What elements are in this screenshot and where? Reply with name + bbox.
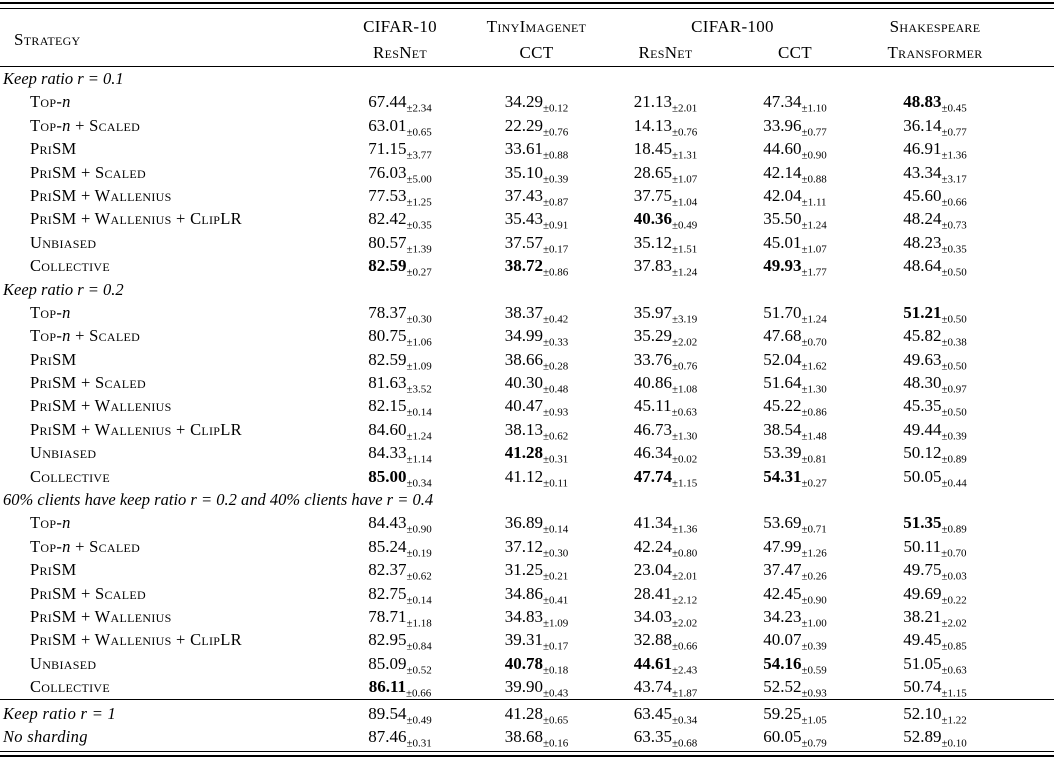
- table-rule-bottom-thin: [0, 751, 1054, 752]
- value-cell: $52.04_{\pm 1.62}$: [763, 349, 827, 373]
- value-cell: $21.13_{\pm 2.01}$: [633, 92, 698, 115]
- value-cell: $45.60_{\pm 0.66}$: [903, 185, 967, 209]
- header-cifar10-model: ResNet: [372, 43, 428, 62]
- table-row: [0, 702, 1054, 725]
- table-body: [0, 67, 1054, 699]
- strategy-cell: Top-n: [30, 302, 71, 322]
- value-cell: $41.34_{\pm 1.36}$: [633, 513, 698, 536]
- value-cell: $35.29_{\pm 2.02}$: [633, 326, 698, 349]
- strategy-cell: PriSM + Wallenius + ClipLR: [30, 630, 242, 650]
- header-tinyimagenet-model: CCT: [519, 43, 554, 62]
- value-cell: $78.71_{\pm 1.18}$: [368, 606, 432, 630]
- value-cell: $60.05_{\pm 0.79}$: [763, 726, 827, 750]
- value-cell: $49.63_{\pm 0.50}$: [903, 349, 967, 373]
- table-row: [0, 725, 1054, 748]
- value-cell: $89.54_{\pm 0.49}$: [368, 703, 432, 726]
- value-cell: $34.86_{\pm 0.41}$: [504, 583, 569, 606]
- value-cell: $78.37_{\pm 0.30}$: [368, 302, 432, 326]
- value-cell: $37.57_{\pm 0.17}$: [504, 232, 569, 256]
- value-cell: $48.83_{\pm 0.45}$: [903, 92, 967, 115]
- value-cell: $41.28_{\pm 0.65}$: [504, 703, 569, 726]
- value-cell: $84.43_{\pm 0.90}$: [368, 513, 432, 536]
- value-cell: $35.12_{\pm 1.51}$: [633, 232, 698, 256]
- value-cell: $54.31_{\pm 0.27}$: [763, 466, 827, 490]
- table-row: [0, 184, 1054, 207]
- value-cell: $41.12_{\pm 0.11}$: [504, 466, 569, 490]
- strategy-cell: Collective: [30, 256, 110, 276]
- value-cell: $39.31_{\pm 0.17}$: [504, 630, 569, 653]
- value-cell: $43.74_{\pm 1.87}$: [633, 677, 698, 700]
- value-cell: $51.64_{\pm 1.30}$: [763, 373, 827, 396]
- value-cell: $51.21_{\pm 0.50}$: [903, 302, 967, 326]
- strategy-cell: PriSM + Scaled: [30, 583, 146, 603]
- section-title: 60% clients have keep ratio r = 0.2 and 40% clients have r = 0.4: [3, 490, 434, 510]
- value-cell: $36.14_{\pm 0.77}$: [903, 115, 967, 139]
- strategy-cell: Collective: [30, 466, 110, 486]
- value-cell: $47.34_{\pm 1.10}$: [763, 92, 827, 115]
- table-row: [0, 582, 1054, 605]
- value-cell: $87.46_{\pm 0.31}$: [368, 726, 432, 750]
- value-cell: $67.44_{\pm 2.34}$: [368, 92, 432, 115]
- value-cell: $81.63_{\pm 3.52}$: [368, 373, 432, 396]
- value-cell: $46.73_{\pm 1.30}$: [633, 419, 698, 443]
- table-row: [0, 628, 1054, 651]
- table-row: [0, 371, 1054, 394]
- value-cell: $59.25_{\pm 1.05}$: [763, 703, 827, 726]
- value-cell: $41.28_{\pm 0.31}$: [504, 443, 569, 466]
- value-cell: $54.16_{\pm 0.59}$: [763, 653, 827, 677]
- value-cell: $53.39_{\pm 0.81}$: [763, 443, 827, 466]
- header-cifar10: CIFAR-10: [363, 17, 437, 36]
- value-cell: $45.82_{\pm 0.38}$: [903, 326, 967, 349]
- table-row: [0, 465, 1054, 488]
- value-cell: $50.05_{\pm 0.44}$: [903, 466, 967, 490]
- table-row: [0, 558, 1054, 581]
- value-cell: $53.69_{\pm 0.71}$: [763, 513, 827, 536]
- value-cell: $44.60_{\pm 0.90}$: [763, 139, 827, 162]
- value-cell: $85.24_{\pm 0.19}$: [368, 536, 432, 560]
- strategy-cell: Top-n + Scaled: [30, 115, 141, 135]
- value-cell: $40.07_{\pm 0.39}$: [763, 630, 827, 653]
- value-cell: $37.83_{\pm 1.24}$: [633, 256, 698, 279]
- value-cell: $82.37_{\pm 0.62}$: [368, 560, 432, 583]
- value-cell: $35.97_{\pm 3.19}$: [633, 302, 698, 326]
- strategy-cell: PriSM + Scaled: [30, 373, 146, 393]
- strategy-cell: PriSM + Wallenius: [30, 606, 172, 626]
- value-cell: $38.37_{\pm 0.42}$: [504, 302, 569, 326]
- value-cell: $47.74_{\pm 1.15}$: [633, 466, 698, 490]
- value-cell: $51.05_{\pm 0.63}$: [903, 653, 967, 677]
- header-cifar100-cct: CCT: [778, 43, 812, 62]
- value-cell: $35.50_{\pm 1.24}$: [763, 209, 827, 232]
- table-row: [0, 441, 1054, 464]
- value-cell: $46.91_{\pm 1.36}$: [903, 139, 967, 162]
- table-row: [0, 652, 1054, 675]
- value-cell: $76.03_{\pm 5.00}$: [368, 162, 432, 185]
- value-cell: $80.57_{\pm 1.39}$: [368, 232, 432, 256]
- value-cell: $40.47_{\pm 0.93}$: [504, 396, 569, 419]
- value-cell: $49.45_{\pm 0.85}$: [903, 630, 967, 653]
- value-cell: $40.78_{\pm 0.18}$: [504, 653, 569, 677]
- value-cell: $52.10_{\pm 1.22}$: [903, 703, 967, 726]
- value-cell: $34.03_{\pm 2.02}$: [633, 606, 698, 630]
- header-cifar100: CIFAR-100: [691, 17, 774, 36]
- table-row: [0, 394, 1054, 417]
- strategy-cell: PriSM + Wallenius + ClipLR: [30, 209, 242, 229]
- table-row: [0, 511, 1054, 534]
- value-cell: $38.72_{\pm 0.86}$: [504, 256, 569, 279]
- value-cell: $49.75_{\pm 0.03}$: [903, 560, 967, 583]
- value-cell: $34.99_{\pm 0.33}$: [504, 326, 569, 349]
- value-cell: $44.61_{\pm 2.43}$: [633, 653, 698, 677]
- value-cell: $40.36_{\pm 0.49}$: [633, 209, 698, 232]
- value-cell: $32.88_{\pm 0.66}$: [633, 630, 698, 653]
- value-cell: $71.15_{\pm 3.77}$: [368, 139, 432, 162]
- value-cell: $77.53_{\pm 1.25}$: [368, 185, 432, 209]
- strategy-cell: Top-n: [30, 513, 71, 533]
- value-cell: $52.52_{\pm 0.93}$: [763, 677, 827, 700]
- value-cell: $43.34_{\pm 3.17}$: [903, 162, 967, 185]
- value-cell: $82.15_{\pm 0.14}$: [368, 396, 432, 419]
- table-header: [0, 9, 1054, 66]
- table-row: [0, 605, 1054, 628]
- value-cell: $37.12_{\pm 0.30}$: [504, 536, 569, 560]
- value-cell: $33.96_{\pm 0.77}$: [763, 115, 827, 139]
- value-cell: $18.45_{\pm 1.31}$: [633, 139, 698, 162]
- value-cell: $42.45_{\pm 0.90}$: [763, 583, 827, 606]
- table-row: [0, 535, 1054, 558]
- value-cell: $63.01_{\pm 0.65}$: [368, 115, 432, 139]
- value-cell: $49.93_{\pm 1.77}$: [763, 256, 827, 279]
- value-cell: $47.68_{\pm 0.70}$: [763, 326, 827, 349]
- value-cell: $36.89_{\pm 0.14}$: [504, 513, 569, 536]
- value-cell: $80.75_{\pm 1.06}$: [368, 326, 432, 349]
- value-cell: $39.90_{\pm 0.43}$: [504, 677, 569, 700]
- value-cell: $49.69_{\pm 0.22}$: [903, 583, 967, 606]
- strategy-cell: Keep ratio r = 1: [3, 703, 117, 723]
- value-cell: $33.61_{\pm 0.88}$: [504, 139, 569, 162]
- strategy-cell: Unbiased: [30, 232, 97, 252]
- table-row: [0, 90, 1054, 113]
- value-cell: $40.30_{\pm 0.48}$: [504, 373, 569, 396]
- value-cell: $28.41_{\pm 2.12}$: [633, 583, 698, 606]
- value-cell: $42.04_{\pm 1.11}$: [763, 185, 827, 209]
- section-title: Keep ratio r = 0.2: [3, 279, 124, 299]
- value-cell: $63.35_{\pm 0.68}$: [633, 726, 698, 750]
- value-cell: $46.34_{\pm 0.02}$: [633, 443, 698, 466]
- value-cell: $34.29_{\pm 0.12}$: [504, 92, 569, 115]
- section-title: Keep ratio r = 0.1: [3, 69, 124, 88]
- table-row: [0, 137, 1054, 160]
- table-row: [0, 231, 1054, 254]
- value-cell: $37.75_{\pm 1.04}$: [633, 185, 698, 209]
- table-row: [0, 675, 1054, 698]
- strategy-cell: Top-n + Scaled: [30, 326, 141, 346]
- value-cell: $34.23_{\pm 1.00}$: [763, 606, 827, 630]
- strategy-cell: No sharding: [3, 726, 88, 746]
- value-cell: $82.59_{\pm 0.27}$: [368, 256, 432, 279]
- value-cell: $47.99_{\pm 1.26}$: [763, 536, 827, 560]
- strategy-cell: PriSM: [30, 349, 77, 369]
- table-row: [0, 324, 1054, 347]
- strategy-cell: Unbiased: [30, 653, 97, 673]
- value-cell: $37.43_{\pm 0.87}$: [504, 185, 569, 209]
- value-cell: $45.35_{\pm 0.50}$: [903, 396, 967, 419]
- value-cell: $33.76_{\pm 0.76}$: [633, 349, 698, 373]
- value-cell: $23.04_{\pm 2.01}$: [633, 560, 698, 583]
- value-cell: $35.10_{\pm 0.39}$: [504, 162, 569, 185]
- value-cell: $50.11_{\pm 0.70}$: [903, 536, 967, 560]
- value-cell: $28.65_{\pm 1.07}$: [633, 162, 698, 185]
- strategy-cell: PriSM + Scaled: [30, 162, 146, 182]
- value-cell: $35.43_{\pm 0.91}$: [504, 209, 569, 232]
- value-cell: $82.75_{\pm 0.14}$: [368, 583, 432, 606]
- value-cell: $45.11_{\pm 0.63}$: [634, 396, 697, 419]
- value-cell: $84.60_{\pm 1.24}$: [368, 419, 432, 443]
- strategy-cell: Top-n: [30, 92, 71, 112]
- value-cell: $34.83_{\pm 1.09}$: [504, 606, 569, 630]
- value-cell: $38.68_{\pm 0.16}$: [504, 726, 569, 750]
- value-cell: $82.42_{\pm 0.35}$: [368, 209, 432, 232]
- value-cell: $51.35_{\pm 0.89}$: [903, 513, 967, 536]
- strategy-cell: PriSM + Wallenius + ClipLR: [30, 419, 242, 439]
- table-rule-top-thick: [0, 2, 1054, 4]
- strategy-cell: PriSM: [30, 560, 77, 580]
- strategy-cell: Collective: [30, 677, 110, 697]
- value-cell: $82.59_{\pm 1.09}$: [368, 349, 432, 373]
- value-cell: $45.22_{\pm 0.86}$: [763, 396, 827, 419]
- table-row: [0, 301, 1054, 324]
- strategy-cell: Unbiased: [30, 443, 97, 463]
- table-row: [0, 254, 1054, 277]
- value-cell: $45.01_{\pm 1.07}$: [763, 232, 827, 256]
- strategy-cell: Top-n + Scaled: [30, 536, 141, 556]
- value-cell: $42.14_{\pm 0.88}$: [763, 162, 827, 185]
- value-cell: $85.09_{\pm 0.52}$: [368, 653, 432, 677]
- strategy-cell: PriSM + Wallenius: [30, 185, 172, 205]
- table-rule-bottom-thick: [0, 755, 1054, 757]
- value-cell: $38.54_{\pm 1.48}$: [763, 419, 827, 443]
- value-cell: $50.74_{\pm 1.15}$: [903, 677, 967, 700]
- value-cell: $38.66_{\pm 0.28}$: [504, 349, 569, 373]
- value-cell: $48.23_{\pm 0.35}$: [903, 232, 967, 256]
- value-cell: $14.13_{\pm 0.76}$: [633, 115, 698, 139]
- value-cell: $51.70_{\pm 1.24}$: [763, 302, 827, 326]
- value-cell: $37.47_{\pm 0.26}$: [763, 560, 827, 583]
- value-cell: $22.29_{\pm 0.76}$: [504, 115, 569, 139]
- value-cell: $48.30_{\pm 0.97}$: [903, 373, 967, 396]
- value-cell: $85.00_{\pm 0.34}$: [368, 466, 432, 490]
- table-row: [0, 161, 1054, 184]
- value-cell: $40.86_{\pm 1.08}$: [633, 373, 698, 396]
- value-cell: $42.24_{\pm 0.80}$: [633, 536, 698, 560]
- value-cell: $86.11_{\pm 0.66}$: [368, 677, 432, 700]
- strategy-cell: PriSM: [30, 139, 77, 159]
- value-cell: $50.12_{\pm 0.89}$: [903, 443, 967, 466]
- value-cell: $82.95_{\pm 0.84}$: [368, 630, 432, 653]
- value-cell: $38.21_{\pm 2.02}$: [903, 606, 967, 630]
- table-row: [0, 348, 1054, 371]
- table-footer: [0, 700, 1054, 751]
- value-cell: $63.45_{\pm 0.34}$: [633, 703, 698, 726]
- header-shakespeare: Shakespeare: [889, 17, 981, 36]
- value-cell: $38.13_{\pm 0.62}$: [504, 419, 569, 443]
- header-tinyimagenet: TinyImagenet: [486, 17, 587, 36]
- value-cell: $49.44_{\pm 0.39}$: [903, 419, 967, 443]
- value-cell: $31.25_{\pm 0.21}$: [504, 560, 569, 583]
- strategy-cell: PriSM + Wallenius: [30, 396, 172, 416]
- value-cell: $52.89_{\pm 0.10}$: [903, 726, 967, 750]
- value-cell: $48.64_{\pm 0.50}$: [903, 256, 967, 279]
- table-row: [0, 114, 1054, 137]
- header-cifar100-resnet: ResNet: [638, 43, 693, 62]
- value-cell: $84.33_{\pm 1.14}$: [368, 443, 432, 466]
- table-row: [0, 418, 1054, 441]
- table-row: [0, 207, 1054, 230]
- header-strategy: Strategy: [14, 30, 81, 49]
- header-shakespeare-model: Transformer: [887, 43, 983, 62]
- value-cell: $48.24_{\pm 0.73}$: [903, 209, 967, 232]
